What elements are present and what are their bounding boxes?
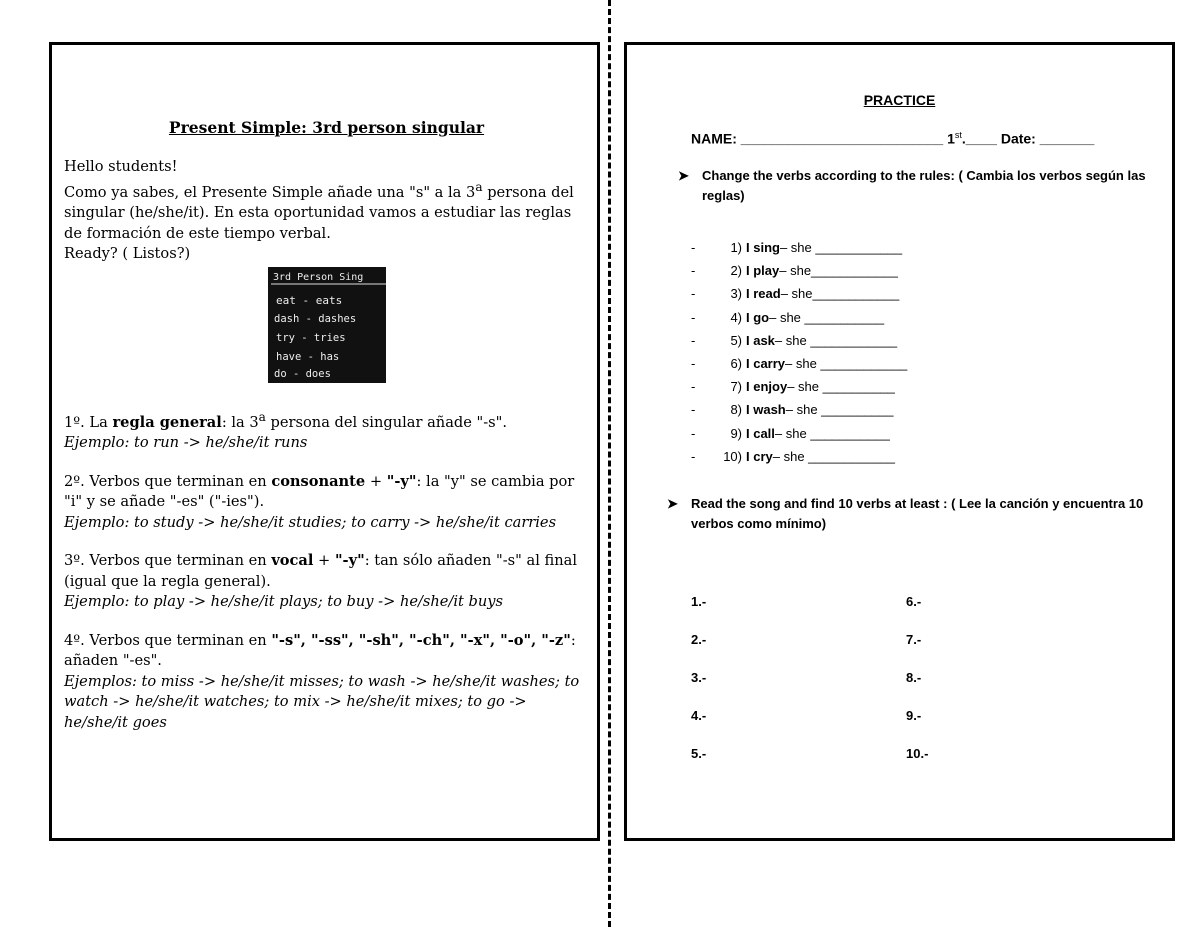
fold-divider [608, 0, 611, 927]
intro-body: Como ya sabes, el Presente Simple añade una "s" a la 3$^a$ persona del singular (he/she/it). En esta oportunidad vamos a estudiar las reglas de formación de este tiempo verbal. [64, 180, 574, 242]
instruction-find-verbs: ➤ Read the song and find 10 verbs at least : ( Lee la canción y encuentra 10 verbos como mínimo) [667, 496, 1144, 531]
verb-exercise-list [691, 236, 907, 468]
arrow-bullet-icon: ➤ [678, 168, 689, 183]
answer-column-right [906, 594, 928, 784]
verb-prompt: I enjoy [746, 379, 788, 395]
theory-title: Present Simple: 3rd person singular [168, 118, 485, 137]
answer-blank: – she ____________ [785, 356, 908, 372]
answer-blank: – she __________ [785, 402, 894, 418]
verb-exercise-item[interactable] [691, 398, 907, 421]
rule-4-example: Ejemplos: to miss -> he/she/it misses; to wash -> he/she/it washes; to watch -> he/she/it watches; to mix -> he/she/it mixes; to go -> he/she/it goes [64, 672, 580, 731]
verb-exercise-item[interactable] [691, 236, 907, 259]
verb-exercise-item[interactable] [691, 306, 907, 329]
item-number: 9) [730, 425, 742, 441]
greeting: Hello students! [64, 157, 178, 175]
rule-3-example: Ejemplo: to play -> he/she/it plays; to buy -> he/she/it buys [64, 593, 504, 611]
chalkboard-svg [268, 267, 386, 383]
ready-question: Ready? ( Listos?) [64, 245, 191, 263]
practice-page [624, 42, 1175, 841]
item-number: 7) [730, 379, 742, 395]
item-number: 6) [730, 356, 742, 372]
item-number: 8) [730, 402, 742, 418]
item-number: 3) [730, 286, 742, 302]
answer-slot[interactable]: 7.- [906, 632, 922, 647]
rule-2-example: Ejemplo: to study -> he/she/it studies; to carry -> he/she/it carries [64, 513, 557, 531]
verb-exercise-item[interactable] [691, 329, 907, 352]
item-number: 5) [730, 332, 742, 348]
rule-4: 4º. Verbos que terminan en "-s", "-ss", "-sh", "-ch", "-x", "-o", "-z": añaden "-es". Ejemplos: to miss -> he/she/it misses; to wash -> he/she/it washes; to watch -> he/she/it watches; to mix -> he/she/it mixes; to go -> he/she/it goes [64, 631, 589, 734]
answer-blank: – she __________ [787, 379, 895, 395]
list-dash: - [691, 356, 696, 372]
arrow-bullet-icon: ➤ [667, 496, 678, 511]
chalkboard-line: dash - dashes [273, 312, 356, 325]
answer-slot[interactable]: 5.- [691, 746, 707, 761]
list-dash: - [691, 263, 696, 279]
answer-slot[interactable]: 6.- [906, 594, 922, 609]
verb-exercise-item[interactable] [691, 422, 907, 445]
verb-prompt: I call [746, 425, 775, 441]
answer-slot[interactable]: 4.- [691, 708, 707, 723]
list-dash: - [691, 425, 696, 441]
rule-3: 3º. Verbos que terminan en vocal + "-y": tan sólo añaden "-s" al final (igual que la regla general). Ejemplo: to play -> he/she/it plays; to buy -> he/she/it buys [64, 551, 589, 613]
rule-1: 1º. La regla general: la 3$^a$ persona del singular añade "-s". Ejemplo: to run -> he/she/it runs [64, 407, 589, 454]
verb-prompt: I wash [746, 402, 786, 418]
chalkboard-line: do - does [273, 367, 331, 380]
verb-prompt: I read [746, 286, 781, 302]
answer-blank: – she ___________ [769, 309, 885, 325]
answer-blank: – she ____________ [779, 240, 903, 255]
answer-slot[interactable]: 3.- [691, 670, 707, 685]
answer-blank: – she____________ [780, 286, 900, 302]
verb-exercise-item[interactable] [691, 259, 907, 282]
answer-blank: – she ____________ [772, 448, 895, 464]
list-dash: - [691, 402, 696, 418]
answer-slot[interactable]: 8.- [906, 670, 922, 685]
list-dash: - [691, 448, 696, 464]
answer-slot[interactable]: 1.- [691, 594, 707, 609]
list-dash: - [691, 309, 696, 325]
practice-title: PRACTICE [863, 92, 936, 108]
list-dash: - [691, 240, 696, 255]
answer-column-left [691, 594, 706, 784]
list-dash: - [691, 332, 696, 348]
verb-exercise-item[interactable] [691, 445, 907, 468]
verb-exercise-item[interactable] [691, 375, 907, 398]
chalkboard-line: try - tries [275, 331, 346, 344]
verb-prompt: I carry [746, 356, 786, 372]
chalkboard-line: have - has [275, 350, 339, 363]
rule-1-example: Ejemplo: to run -> he/she/it runs [64, 434, 308, 452]
answer-slot[interactable]: 2.- [691, 632, 707, 647]
theory-content [64, 118, 589, 751]
rule-2: 2º. Verbos que terminan en consonante + "-y": la "y" se cambia por "i" y se añade "-es" ("-ies"). Ejemplo: to study -> he/she/it studies; to carry -> he/she/it carries [64, 472, 589, 534]
instruction-change-verbs: ➤ Change the verbs according to the rules: ( Cambia los verbos según las reglas) [678, 168, 1146, 203]
answer-blank: – she ___________ [774, 425, 890, 441]
intro-paragraph [64, 157, 589, 265]
verb-prompt: I ask [746, 332, 775, 348]
list-dash: - [691, 379, 696, 395]
verb-exercise-item[interactable] [691, 352, 907, 375]
item-number: 4) [730, 309, 742, 325]
item-number: 2) [730, 263, 742, 279]
answer-slot[interactable]: 10.- [906, 746, 929, 761]
answer-blank: – she____________ [779, 263, 898, 279]
list-dash: - [691, 286, 696, 302]
name-date-line[interactable]: NAME: __________________________ 1st.____ Date: _______ [691, 130, 1095, 147]
verb-prompt: I play [746, 263, 780, 279]
item-number: 10) [723, 448, 742, 464]
theory-page [49, 42, 600, 841]
verb-prompt: I cry [746, 448, 773, 464]
verb-prompt: I go [746, 309, 770, 325]
chalkboard-image [268, 267, 386, 383]
item-number: 1) [730, 240, 742, 255]
chalkboard-line: eat - eats [275, 293, 342, 307]
answer-blank: – she ____________ [774, 332, 898, 348]
answer-slot[interactable]: 9.- [906, 708, 922, 723]
verb-prompt: I sing [746, 240, 780, 255]
chalkboard-line: 3rd Person Sing [272, 271, 363, 283]
verb-exercise-item[interactable] [691, 282, 907, 305]
